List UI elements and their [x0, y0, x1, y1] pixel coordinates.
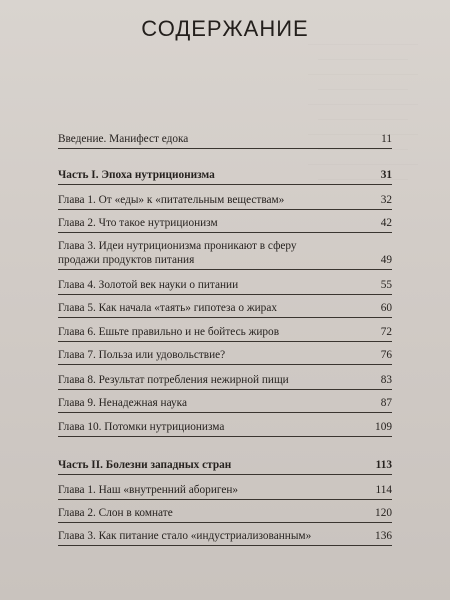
- toc-entry-label-continued: продажи продуктов питания: [58, 254, 195, 266]
- toc-entry-chapter[interactable]: [58, 193, 392, 210]
- toc-entry-label: Глава 5. Как начала «таять» гипотеза о жирах: [58, 302, 277, 314]
- toc-entry-label: Глава 1. Наш «внутренний абориген»: [58, 484, 239, 496]
- toc-page-number: 136: [375, 530, 392, 542]
- toc-page-number: 120: [375, 507, 392, 519]
- toc-page-number: 42: [380, 217, 392, 229]
- toc-entry-part-2[interactable]: [58, 458, 392, 475]
- toc-page-number: 113: [375, 459, 392, 471]
- toc-entry-label: Глава 1. От «еды» к «питательным веществам»: [58, 194, 285, 206]
- toc-page-number: 49: [380, 254, 392, 266]
- toc-page-number: 32: [380, 194, 392, 206]
- toc-page-number: 109: [375, 421, 392, 433]
- toc-entry-chapter[interactable]: [58, 239, 392, 270]
- toc-entry-label: Глава 4. Золотой век науки о питании: [58, 279, 239, 291]
- toc-entry-label: Глава 6. Ешьте правильно и не бойтесь жиров: [58, 326, 280, 338]
- toc-page-number: 55: [380, 279, 392, 291]
- toc-entry-chapter[interactable]: [58, 529, 392, 546]
- page-title: СОДЕРЖАНИЕ: [141, 16, 309, 41]
- toc-entry-chapter[interactable]: [58, 396, 392, 413]
- toc-page-number: 31: [380, 169, 392, 181]
- toc-entry-label: Введение. Манифест едока: [58, 133, 189, 145]
- toc-page-number: 76: [380, 349, 392, 361]
- toc-entry-introduction[interactable]: [58, 132, 392, 149]
- toc-entry-label: Глава 10. Потомки нутриционизма: [58, 421, 225, 433]
- toc-entry-label: Часть II. Болезни западных стран: [58, 459, 232, 471]
- toc-entry-label: Глава 3. Идеи нутриционизма проникают в сферу: [58, 240, 297, 252]
- toc-entry-chapter[interactable]: [58, 348, 392, 365]
- toc-entry-chapter[interactable]: [58, 420, 392, 437]
- toc-page-number: 11: [381, 133, 392, 145]
- toc-entry-chapter[interactable]: [58, 216, 392, 233]
- toc-entry-label: Часть I. Эпоха нутриционизма: [58, 169, 215, 181]
- toc-page-number: 83: [380, 374, 392, 386]
- toc-entry-part-1[interactable]: [58, 168, 392, 185]
- toc-entry-chapter[interactable]: [58, 325, 392, 342]
- table-of-contents: [58, 0, 392, 600]
- toc-entry-label: Глава 3. Как питание стало «индустриализованным»: [58, 530, 312, 542]
- toc-page-number: 87: [380, 397, 392, 409]
- toc-entry-label: Глава 2. Слон в комнате: [58, 507, 173, 519]
- toc-entry-chapter[interactable]: [58, 301, 392, 318]
- toc-entry-label: Глава 2. Что такое нутриционизм: [58, 217, 218, 229]
- toc-entry-chapter[interactable]: [58, 278, 392, 295]
- toc-page-number: 114: [375, 484, 392, 496]
- toc-entry-label: Глава 9. Ненадежная наука: [58, 397, 187, 409]
- toc-entry-chapter[interactable]: [58, 506, 392, 523]
- toc-entry-chapter[interactable]: [58, 483, 392, 500]
- toc-entry-label: Глава 8. Результат потребления нежирной пищи: [58, 374, 289, 386]
- toc-entry-label: Глава 7. Польза или удовольствие?: [58, 349, 226, 361]
- toc-page-number: 72: [380, 326, 392, 338]
- toc-page-number: 60: [380, 302, 392, 314]
- toc-entry-chapter[interactable]: [58, 373, 392, 390]
